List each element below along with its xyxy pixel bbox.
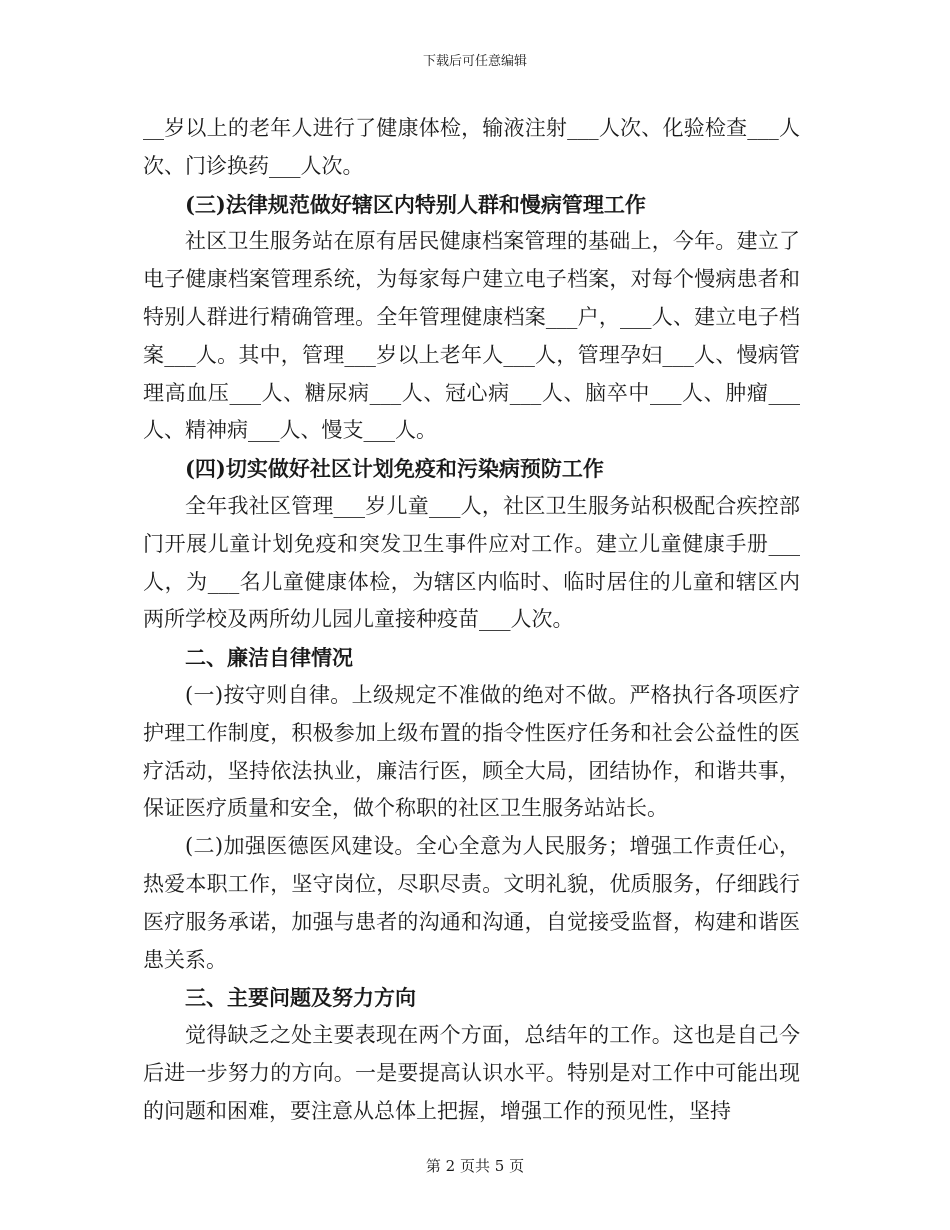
- paragraph-medical-ethics: (二)加强医德医风建设。全心全意为人民服务；增强工作责任心，热爱本职工作，坚守岗位，尽职尽责。文明礼貌，优质服务，仔细践行医疗服务承诺，加强与患者的沟通和沟通，自觉接受监督，构建和谐医患关系。: [143, 834, 800, 972]
- paragraph-shortcomings: 觉得缺乏之处主要表现在两个方面，总结年的工作。这也是自己今后进一步努力的方向。一是要提高认识水平。特别是对工作中可能出现的问题和困难，要注意从总体上把握，增强工作的预见性，坚持: [143, 1023, 800, 1123]
- document-body: [143, 110, 800, 1131]
- section-heading-integrity: 二、廉洁自律情况: [185, 645, 353, 671]
- paragraph-child-immunization: 全年我社区管理___岁儿童___人，社区卫生服务站积极配合疾控部门开展儿童计划免疫和突发卫生事件应对工作。建立儿童健康手册___人，为___名儿童健康体检，为辖区内临时、临时居住的儿童和辖区内两所学校及两所幼儿园儿童接种疫苗___人次。: [143, 493, 800, 632]
- page-header: 下载后可任意编辑: [422, 54, 527, 69]
- paragraph-self-discipline: (一)按守则自律。上级规定不准做的绝对不做。严格执行各项医疗护理工作制度，积极参加上级布置的指令性医疗任务和社会公益性的医疗活动，坚持依法执业，廉洁行医，顾全大局，团结协作，和谐共事，保证医疗质量和安全，做个称职的社区卫生服务站站长。: [143, 682, 800, 821]
- section-heading-problems: 三、主要问题及努力方向: [185, 985, 416, 1011]
- section-heading-chronic-disease: (三)法律规范做好辖区内特别人群和慢病管理工作: [185, 191, 646, 217]
- paragraph-health-records: 社区卫生服务站在原有居民健康档案管理的基础上，今年。建立了电子健康档案管理系统，为每家每户建立电子档案，对每个慢病患者和特别人群进行精确管理。全年管理健康档案___户，___人、建立电子档案___人。其中，管理___岁以上老年人___人，管理孕妇___人、慢病管理高血压___人、糖尿病___人、冠心病___人、脑卒中___人、肿瘤___人、精神病___人、慢支___人。: [143, 229, 800, 443]
- paragraph-elderly-checkups: __岁以上的老年人进行了健康体检，输液注射___人次、化验检查___人次、门诊换药___人次。: [143, 116, 800, 178]
- page-number: 第 2 页共 5 页: [425, 1157, 525, 1175]
- section-heading-immunization: (四)切实做好社区计划免疫和污染病预防工作: [185, 456, 604, 482]
